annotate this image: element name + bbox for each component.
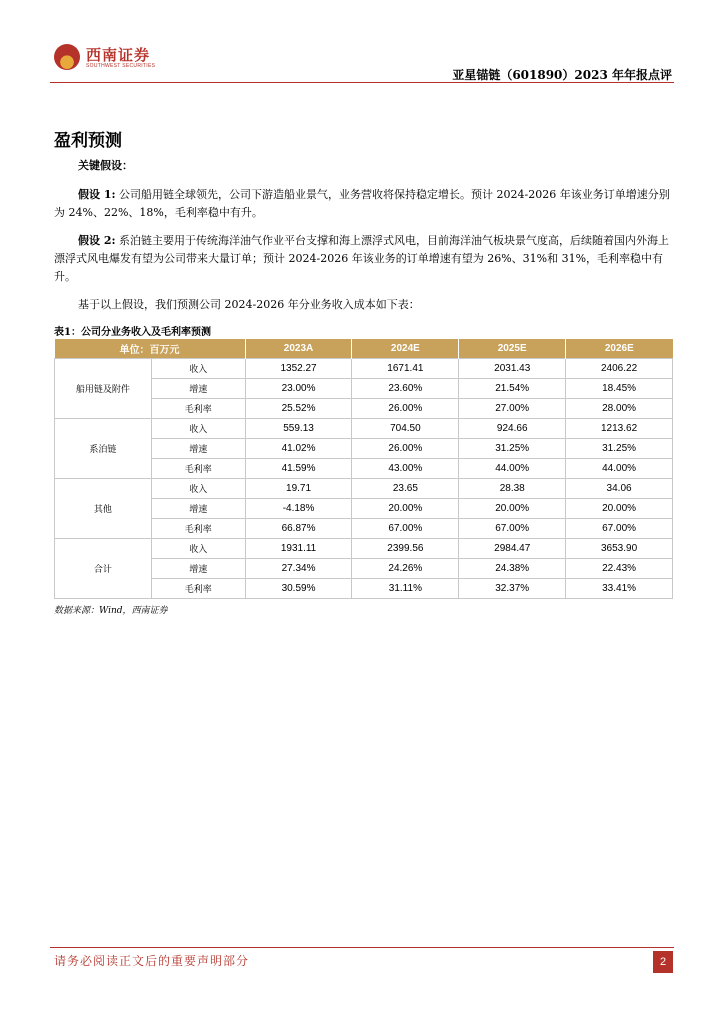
cell: 1213.62 [566, 419, 673, 439]
table-row [55, 419, 673, 439]
cell: 27.34% [245, 559, 352, 579]
cell: 2406.22 [566, 359, 673, 379]
cell: 41.02% [245, 439, 352, 459]
segment-name: 合计 [55, 539, 152, 599]
table-row [55, 359, 673, 379]
cell: 27.00% [459, 399, 566, 419]
cell: 20.00% [352, 499, 459, 519]
segment-name: 系泊链 [55, 419, 152, 479]
cell: 28.38 [459, 479, 566, 499]
cell: 24.26% [352, 559, 459, 579]
cell: 44.00% [566, 459, 673, 479]
assumption-2-text: 系泊链主要用于传统海洋油气作业平台支撑和海上漂浮式风电，目前海洋油气板块景气度高，后续随着国内外海上漂浮式风电爆发有望为公司带来大量订单；预计 2024-2026 年该业务的订单增速有望为 26%、31%和 31%，毛利率稳中有升。 [54, 234, 670, 283]
header-divider [50, 82, 674, 83]
logo-english-name: SOUTHWEST SECURITIES [86, 63, 156, 69]
table-intro: 基于以上假设，我们预测公司 2024-2026 年分业务收入成本如下表： [78, 298, 420, 311]
assumption-1 [54, 186, 674, 222]
header-2025e: 2025E [459, 339, 566, 359]
cell: 23.65 [352, 479, 459, 499]
cell: 21.54% [459, 379, 566, 399]
cell: 2399.56 [352, 539, 459, 559]
metric-label: 毛利率 [151, 399, 245, 419]
metric-label: 毛利率 [151, 459, 245, 479]
assumption-2 [54, 232, 674, 286]
page-number: 2 [653, 951, 673, 973]
metric-label: 毛利率 [151, 579, 245, 599]
cell: 20.00% [566, 499, 673, 519]
segment-name: 其他 [55, 479, 152, 539]
cell: 3653.90 [566, 539, 673, 559]
table-caption: 表1：公司分业务收入及毛利率预测 [54, 327, 211, 338]
cell: 23.00% [245, 379, 352, 399]
cell: 30.59% [245, 579, 352, 599]
revenue-forecast-table [54, 339, 673, 599]
cell: 26.00% [352, 399, 459, 419]
cell: 23.60% [352, 379, 459, 399]
cell: 25.52% [245, 399, 352, 419]
cell: 1931.11 [245, 539, 352, 559]
cell: 32.37% [459, 579, 566, 599]
cell: 2984.47 [459, 539, 566, 559]
header-2024e: 2024E [352, 339, 459, 359]
header-2026e: 2026E [566, 339, 673, 359]
cell: 18.45% [566, 379, 673, 399]
metric-label: 增速 [151, 559, 245, 579]
metric-label: 收入 [151, 419, 245, 439]
cell: 67.00% [352, 519, 459, 539]
logo-emblem-icon [54, 44, 80, 70]
footer-disclaimer: 请务必阅读正文后的重要声明部分 [54, 954, 250, 968]
logo-chinese-name: 西南证券 [86, 46, 151, 64]
cell: 2031.43 [459, 359, 566, 379]
report-title: 亚星锚链（601890）2023 年年报点评 [452, 68, 672, 82]
cell: 31.25% [459, 439, 566, 459]
cell: 1352.27 [245, 359, 352, 379]
cell: 67.00% [566, 519, 673, 539]
cell: 44.00% [459, 459, 566, 479]
cell: 924.66 [459, 419, 566, 439]
cell: 704.50 [352, 419, 459, 439]
metric-label: 收入 [151, 359, 245, 379]
cell: -4.18% [245, 499, 352, 519]
footer-divider [50, 947, 674, 948]
cell: 34.06 [566, 479, 673, 499]
table-header-row [55, 339, 673, 359]
cell: 33.41% [566, 579, 673, 599]
cell: 1671.41 [352, 359, 459, 379]
assumption-1-label: 假设 1: [78, 188, 116, 201]
cell: 19.71 [245, 479, 352, 499]
metric-label: 增速 [151, 379, 245, 399]
assumption-2-label: 假设 2: [78, 234, 116, 247]
metric-label: 收入 [151, 539, 245, 559]
cell: 43.00% [352, 459, 459, 479]
metric-label: 收入 [151, 479, 245, 499]
table-row [55, 539, 673, 559]
assumption-1-text: 公司船用链全球领先，公司下游造船业景气，业务营收将保持稳定增长。预计 2024-2026 年该业务订单增速分别为 24%、22%、18%，毛利率稳中有升。 [54, 188, 670, 219]
company-logo [54, 44, 174, 74]
metric-label: 增速 [151, 439, 245, 459]
segment-name: 船用链及附件 [55, 359, 152, 419]
cell: 31.11% [352, 579, 459, 599]
metric-label: 毛利率 [151, 519, 245, 539]
table-row [55, 479, 673, 499]
header-2023a: 2023A [245, 339, 352, 359]
cell: 20.00% [459, 499, 566, 519]
cell: 22.43% [566, 559, 673, 579]
metric-label: 增速 [151, 499, 245, 519]
header-unit: 单位：百万元 [55, 339, 246, 359]
page-header [0, 0, 724, 82]
table-source-note: 数据来源：Wind，西南证券 [54, 606, 168, 616]
cell: 31.25% [566, 439, 673, 459]
key-assumptions-label: 关键假设： [78, 159, 133, 172]
cell: 559.13 [245, 419, 352, 439]
cell: 28.00% [566, 399, 673, 419]
cell: 24.38% [459, 559, 566, 579]
cell: 41.59% [245, 459, 352, 479]
section-title: 盈利预测 [54, 131, 122, 151]
cell: 66.87% [245, 519, 352, 539]
cell: 67.00% [459, 519, 566, 539]
cell: 26.00% [352, 439, 459, 459]
